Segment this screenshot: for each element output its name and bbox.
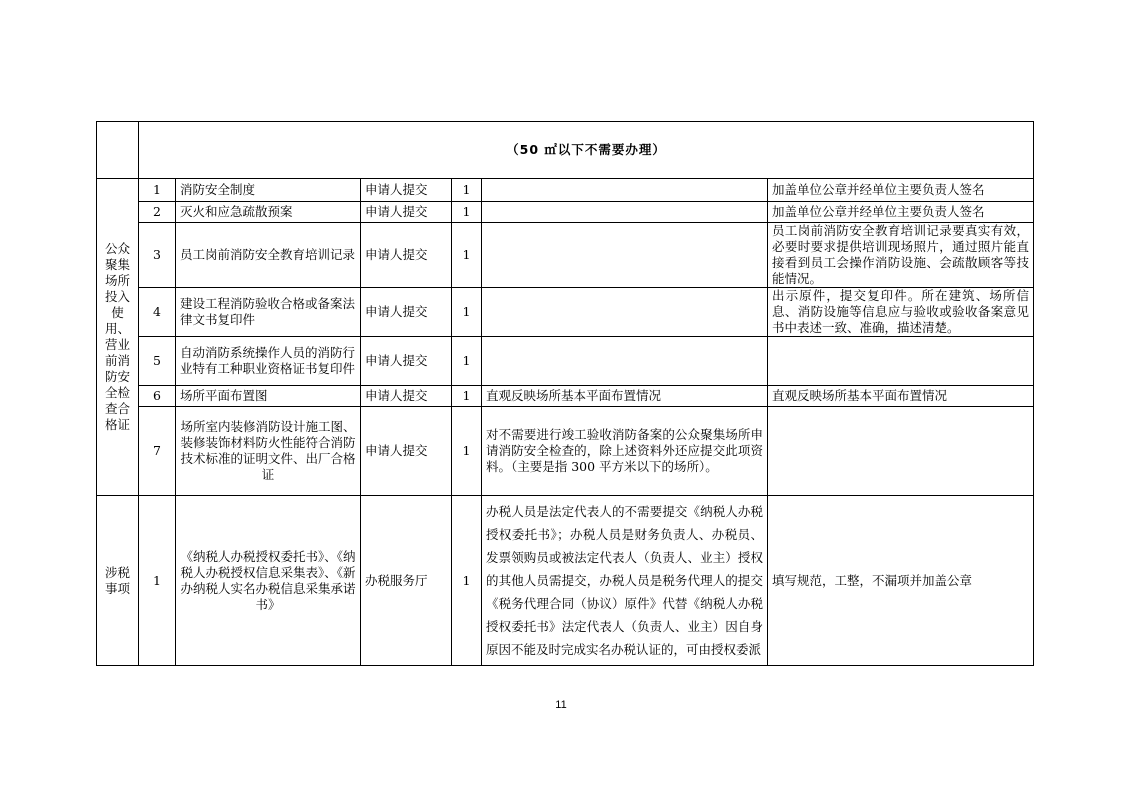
category-tax: 涉税事项 [97, 496, 139, 666]
row-number: 3 [139, 223, 176, 288]
table-row [97, 496, 1034, 666]
table-row [97, 202, 1034, 223]
material-note [482, 223, 768, 288]
copy-count: 1 [452, 179, 482, 202]
row-number: 1 [139, 179, 176, 202]
section-header-row [97, 122, 1034, 179]
material-requirement [768, 407, 1034, 496]
material-note [482, 337, 768, 386]
material-name: 建设工程消防验收合格或备案法律文书复印件 [176, 288, 361, 337]
row-number: 4 [139, 288, 176, 337]
material-name: 员工岗前消防安全教育培训记录 [176, 223, 361, 288]
material-name: 场所室内装修消防设计施工图、装修装饰材料防火性能符合消防技术标准的证明文件、出厂合格证 [176, 407, 361, 496]
material-note: 直观反映场所基本平面布置情况 [482, 386, 768, 407]
table-row [97, 407, 1034, 496]
table-row [97, 179, 1034, 202]
submission-method: 申请人提交 [361, 288, 452, 337]
copy-count: 1 [452, 288, 482, 337]
material-name: 《纳税人办税授权委托书》、《纳税人办税授权信息采集表》、《新办纳税人实名办税信息采集承诺书》 [176, 496, 361, 666]
material-name: 灭火和应急疏散预案 [176, 202, 361, 223]
copy-count: 1 [452, 223, 482, 288]
material-requirement: 填写规范，工整，不漏项并加盖公章 [768, 496, 1034, 666]
material-note [482, 288, 768, 337]
copy-count: 1 [452, 386, 482, 407]
material-name: 场所平面布置图 [176, 386, 361, 407]
copy-count: 1 [452, 496, 482, 666]
copy-count: 1 [452, 202, 482, 223]
material-requirement: 出示原件，提交复印件。所在建筑、场所信息、消防设施等信息应与验收或验收备案意见书中表述一致、准确，描述清楚。 [768, 288, 1034, 337]
material-note: 办税人员是法定代表人的不需要提交《纳税人办税授权委托书》；办税人员是财务负责人、办税员、发票领购员或被法定代表人（负责人、业主）授权的其他人员需提交，办税人员是税务代理人的提交《税务代理合同（协议）原件》代替《纳税人办税授权委托书》法定代表人（负责人、业主）因自身原因不能及时完成实名办税认证的，可由授权委派 [482, 496, 768, 666]
category-public-venue: 公众聚集场所投入使用、营业前消防安全检查合格证 [97, 179, 139, 496]
page-number: 11 [555, 699, 567, 711]
submission-method: 申请人提交 [361, 179, 452, 202]
material-requirement: 加盖单位公章并经单位主要负责人签名 [768, 179, 1034, 202]
table-row [97, 337, 1034, 386]
copy-count: 1 [452, 407, 482, 496]
table-row [97, 223, 1034, 288]
material-note [482, 179, 768, 202]
material-requirement: 直观反映场所基本平面布置情况 [768, 386, 1034, 407]
submission-method: 申请人提交 [361, 407, 452, 496]
row-number: 1 [139, 496, 176, 666]
table-row [97, 386, 1034, 407]
materials-table [96, 121, 1034, 666]
submission-method: 申请人提交 [361, 223, 452, 288]
row-number: 6 [139, 386, 176, 407]
row-number: 2 [139, 202, 176, 223]
submission-method: 办税服务厅 [361, 496, 452, 666]
material-requirement: 加盖单位公章并经单位主要负责人签名 [768, 202, 1034, 223]
material-requirement [768, 337, 1034, 386]
copy-count: 1 [452, 337, 482, 386]
submission-method: 申请人提交 [361, 337, 452, 386]
section-header: （50 ㎡以下不需要办理） [139, 122, 1034, 179]
table-row [97, 288, 1034, 337]
material-name: 消防安全制度 [176, 179, 361, 202]
row-number: 7 [139, 407, 176, 496]
material-note: 对不需要进行竣工验收消防备案的公众聚集场所申请消防安全检查的，除上述资料外还应提交此项资料。（主要是指 300 平方米以下的场所）。 [482, 407, 768, 496]
row-number: 5 [139, 337, 176, 386]
material-note [482, 202, 768, 223]
blank-cell [97, 122, 139, 179]
submission-method: 申请人提交 [361, 202, 452, 223]
material-name: 自动消防系统操作人员的消防行业特有工种职业资格证书复印件 [176, 337, 361, 386]
submission-method: 申请人提交 [361, 386, 452, 407]
material-requirement: 员工岗前消防安全教育培训记录要真实有效，必要时要求提供培训现场照片，通过照片能直接看到员工会操作消防设施、会疏散顾客等技能情况。 [768, 223, 1034, 288]
